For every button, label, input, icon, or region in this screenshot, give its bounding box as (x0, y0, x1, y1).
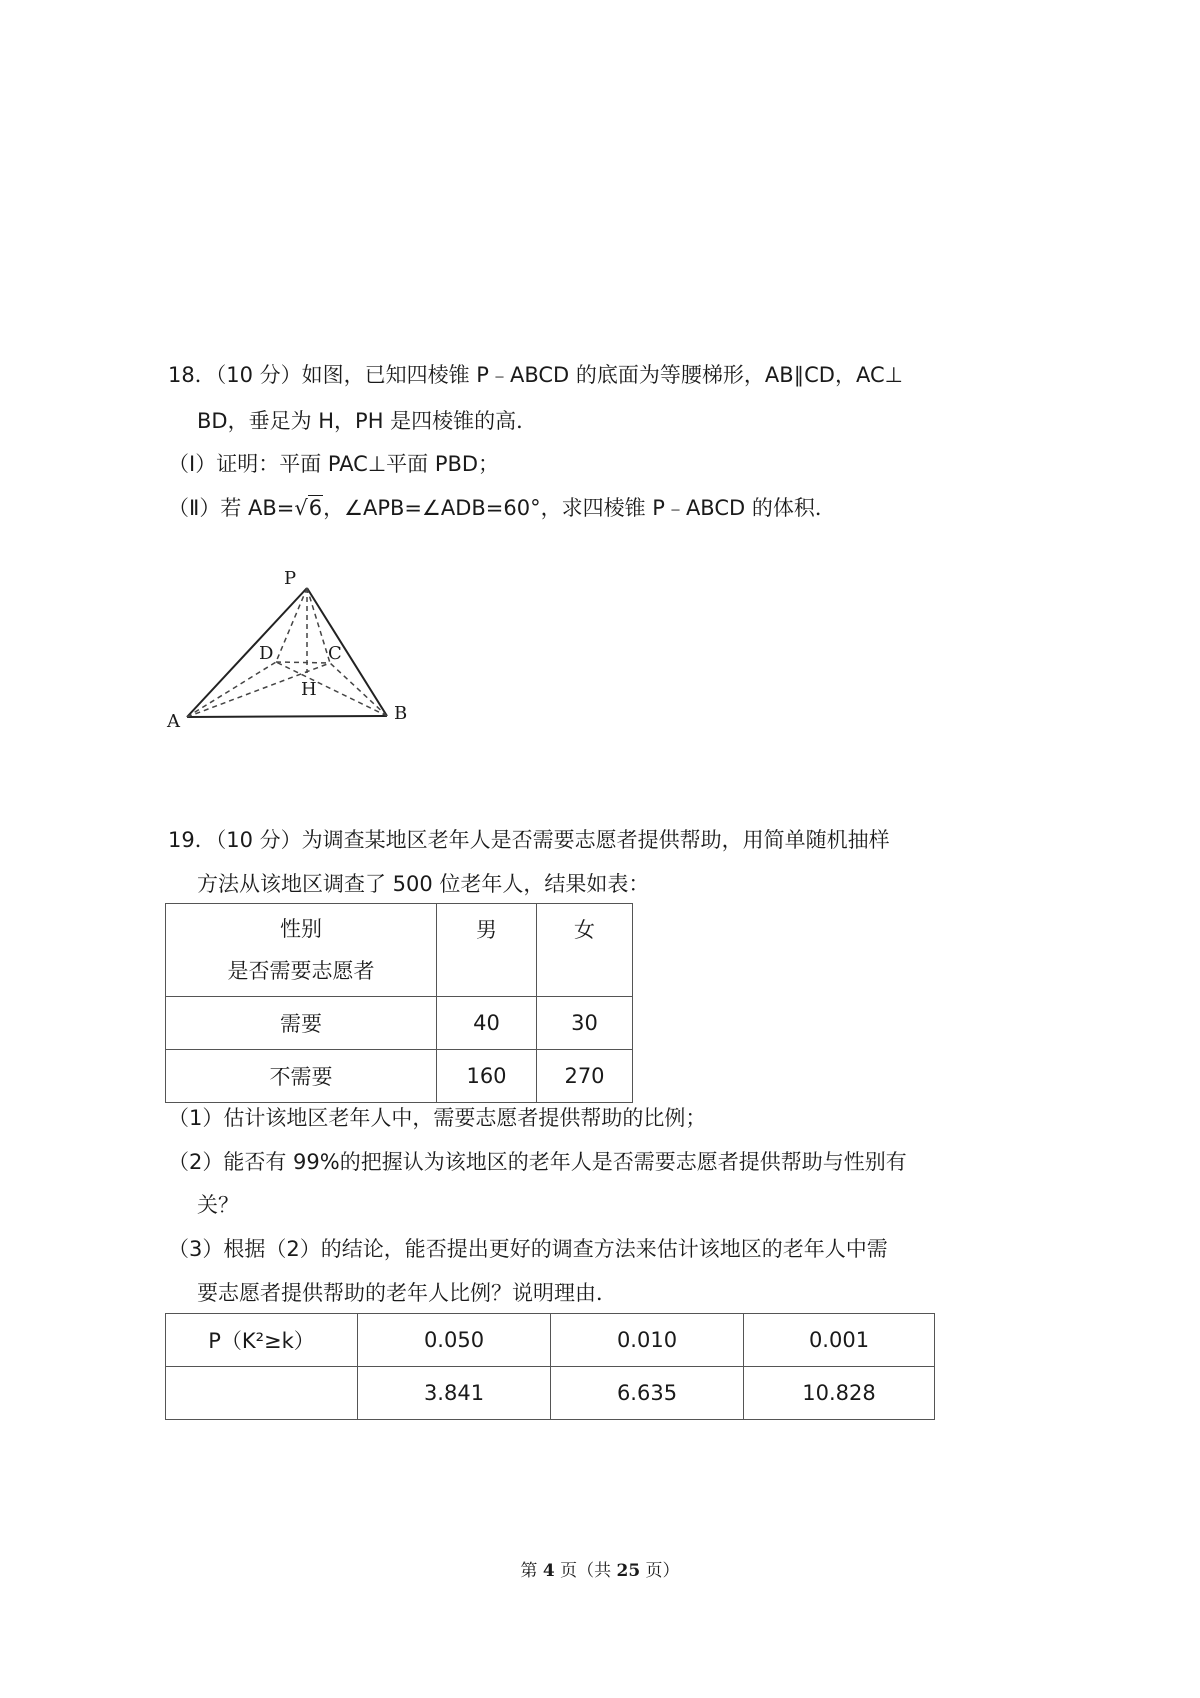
q19-sub3-line1: （3）根据（2）的结论，能否提出更好的调查方法来估计该地区的老年人中需 (168, 1237, 888, 1261)
label-h: H (301, 679, 317, 700)
table-row (166, 997, 633, 1050)
p-value: 0.010 (551, 1314, 744, 1367)
table-row (166, 904, 633, 997)
label-p: P (284, 568, 297, 589)
p-value: 0.001 (744, 1314, 935, 1367)
page-footer (0, 1556, 1200, 1581)
q18-line1: 18．（10 分）如图，已知四棱锥 P﹣ABCD 的底面为等腰梯形，AB∥CD，AC⊥ (168, 363, 903, 387)
q19-sub2-line1: （2）能否有 99%的把握认为该地区的老年人是否需要志愿者提供帮助与性别有 (168, 1150, 907, 1174)
cell-male: 40 (437, 997, 537, 1050)
label-b: B (394, 703, 408, 724)
label-c: C (328, 643, 342, 664)
k-value: 10.828 (744, 1367, 935, 1420)
k-value: 6.635 (551, 1367, 744, 1420)
q19-line1: 19．（10 分）为调查某地区老年人是否需要志愿者提供帮助，用简单随机抽样 (168, 828, 890, 852)
q19-sub2-line2: 关？ (197, 1193, 239, 1217)
q19-sub3-line2: 要志愿者提供帮助的老年人比例？说明理由． (197, 1281, 617, 1305)
header-bottom: 是否需要志愿者 (227, 959, 375, 983)
footer-total-pages: 25 (616, 1561, 641, 1581)
label-d: D (259, 643, 274, 664)
table-row (166, 1367, 935, 1420)
footer-middle: 页（共 (554, 1561, 617, 1581)
table-header-cell (166, 904, 437, 997)
q18-part2-prefix: （Ⅱ）若 AB= (168, 496, 295, 520)
row-label: 需要 (166, 997, 437, 1050)
cell-female: 30 (537, 997, 633, 1050)
footer-suffix: 页） (640, 1561, 680, 1581)
table-row (166, 1314, 935, 1367)
footer-page-number: 4 (542, 1561, 555, 1581)
q18-part2 (168, 493, 836, 523)
p-value: 0.050 (358, 1314, 551, 1367)
header-top: 性别 (280, 917, 322, 941)
footer-prefix: 第 (520, 1561, 543, 1581)
q18-line2: BD，垂足为 H，PH 是四棱锥的高． (197, 409, 538, 433)
q19-sub1: （1）估计该地区老年人中，需要志愿者提供帮助的比例； (168, 1106, 707, 1130)
survey-table (165, 903, 633, 1103)
p-label: P（K²≥k） (166, 1314, 358, 1367)
cell-male: 160 (437, 1050, 537, 1103)
label-a: A (167, 711, 180, 732)
k-label (166, 1367, 358, 1420)
q18-part2-suffix: ，∠APB=∠ADB=60°，求四棱锥 P﹣ABCD 的体积． (323, 496, 836, 520)
q19-line2: 方法从该地区调查了 500 位老年人，结果如表： (197, 872, 650, 896)
pyramid-figure (167, 568, 425, 740)
q18-part2-radicand: 6 (308, 496, 323, 520)
col-female: 女 (537, 904, 633, 997)
sqrt-symbol: √6 (294, 496, 323, 520)
k-square-table (165, 1313, 935, 1420)
row-label: 不需要 (166, 1050, 437, 1103)
cell-female: 270 (537, 1050, 633, 1103)
table-row (166, 1050, 633, 1103)
q18-part1: （Ⅰ）证明：平面 PAC⊥平面 PBD； (168, 452, 500, 476)
k-value: 3.841 (358, 1367, 551, 1420)
col-male: 男 (437, 904, 537, 997)
